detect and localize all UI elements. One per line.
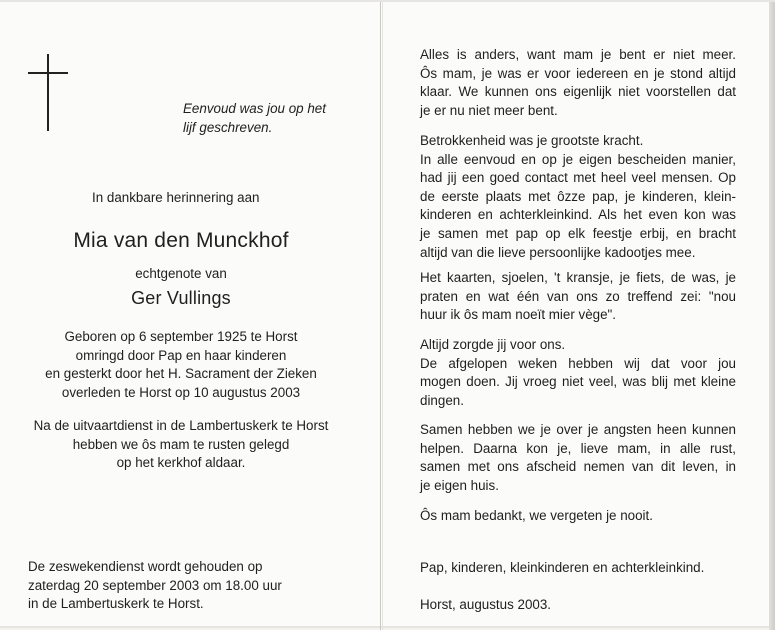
service-line: in de Lambertuskerk te Horst. bbox=[28, 596, 204, 612]
text-line: Altijd zorgde jij voor ons. bbox=[420, 337, 566, 352]
text-line: In alle eenvoud en op je eigen bescheiden manier, bbox=[420, 151, 736, 167]
funeral-notice bbox=[14, 417, 348, 473]
paragraph bbox=[420, 507, 736, 526]
paragraph bbox=[420, 269, 736, 325]
text-line: had jij een goed contact met heel veel mensen. Op bbox=[420, 170, 736, 186]
cross-horizontal-bar bbox=[28, 72, 68, 74]
deceased-name: Mia van den Munckhof bbox=[73, 229, 289, 252]
spouse-prefix: echtgenote van bbox=[135, 266, 227, 281]
text-line: helpen. Daarna kon je, lieve mam, in alle rust, bbox=[420, 440, 736, 456]
text-line: klaar. We kunnen ons eigenlijk niet voorstellen dat bbox=[420, 84, 736, 100]
bio-line: en gesterkt door het H. Sacrament der Zieken bbox=[45, 366, 317, 382]
text-line: De afgelopen weken hebben wij dat voor jou bbox=[420, 355, 736, 371]
card-edge bbox=[769, 2, 775, 630]
motto-line: lijf geschreven. bbox=[183, 119, 273, 135]
text-line: Ôs mam bedankt, we vergeten je nooit. bbox=[420, 508, 653, 523]
text-line: je eigen huis. bbox=[420, 477, 499, 493]
text-line: kinderen en achterkleinkind. Als het even kon was bbox=[420, 207, 736, 223]
paragraph bbox=[420, 336, 736, 410]
service-line: De zeswekendienst wordt gehouden op bbox=[28, 559, 263, 574]
place-date: Horst, augustus 2003. bbox=[420, 597, 552, 612]
paragraph bbox=[420, 132, 736, 262]
paragraph bbox=[420, 46, 736, 120]
funeral-line: hebben we ôs mam te rusten gelegd bbox=[72, 436, 290, 452]
funeral-line: op het kerkhof aldaar. bbox=[116, 455, 246, 471]
motto bbox=[183, 100, 373, 137]
text-line: Het kaarten, sjoelen, 't kransje, je fiets, de was, je bbox=[420, 270, 736, 285]
fold-line-shadow bbox=[382, 2, 383, 630]
cross-vertical-bar bbox=[47, 54, 49, 131]
text-line: dingen. bbox=[420, 392, 464, 408]
dedication: In dankbare herinnering aan bbox=[92, 190, 260, 205]
text-line: altijd van die lieve persoonlijke kadootjes mee. bbox=[420, 244, 696, 260]
paragraph bbox=[420, 421, 736, 495]
fold-line bbox=[380, 2, 381, 630]
bio-line: omringd door Pap en haar kinderen bbox=[75, 347, 287, 363]
text-line: Ôs mam, je was er voor iedereen en je stond altijd bbox=[420, 65, 736, 81]
signature: Pap, kinderen, kleinkinderen en achterkleinkind. bbox=[420, 560, 705, 575]
motto-line: Eenvoud was jou op het bbox=[183, 101, 326, 116]
text-line: je samen met pap op elk feestje erbij, en bracht bbox=[420, 225, 736, 241]
biography bbox=[14, 328, 348, 402]
text-line: de eerste plaats met ôzze pap, je kinderen, klein- bbox=[420, 188, 736, 204]
text-line: Betrokkenheid was je grootste kracht. bbox=[420, 133, 644, 148]
text-line: Alles is anders, want mam je bent er niet meer. bbox=[420, 47, 736, 62]
service-line: zaterdag 20 september 2003 om 18.00 uur bbox=[28, 577, 282, 593]
text-line: huur ik ôs mam noeït mier vège". bbox=[420, 307, 617, 323]
funeral-line: Na de uitvaartdienst in de Lambertuskerk te Horst bbox=[33, 418, 329, 433]
text-line: mogen doen. Jij vroeg niet veel, was blij met kleine bbox=[420, 374, 736, 390]
text-line: Samen hebben we je over je angsten heen kunnen bbox=[420, 422, 736, 437]
bio-line: Geboren op 6 september 1925 te Horst bbox=[64, 329, 298, 344]
text-line: je er nu niet meer bent. bbox=[420, 102, 558, 118]
spouse-name: Ger Vullings bbox=[131, 288, 231, 308]
bio-line: overleden te Horst op 10 augustus 2003 bbox=[61, 384, 301, 400]
service-notice bbox=[28, 558, 282, 614]
text-line: praten en wat één van ons zo treffend zei: "nou bbox=[420, 288, 736, 304]
text-line: samen met ons afscheid nemen van dit leven, in bbox=[420, 459, 736, 475]
